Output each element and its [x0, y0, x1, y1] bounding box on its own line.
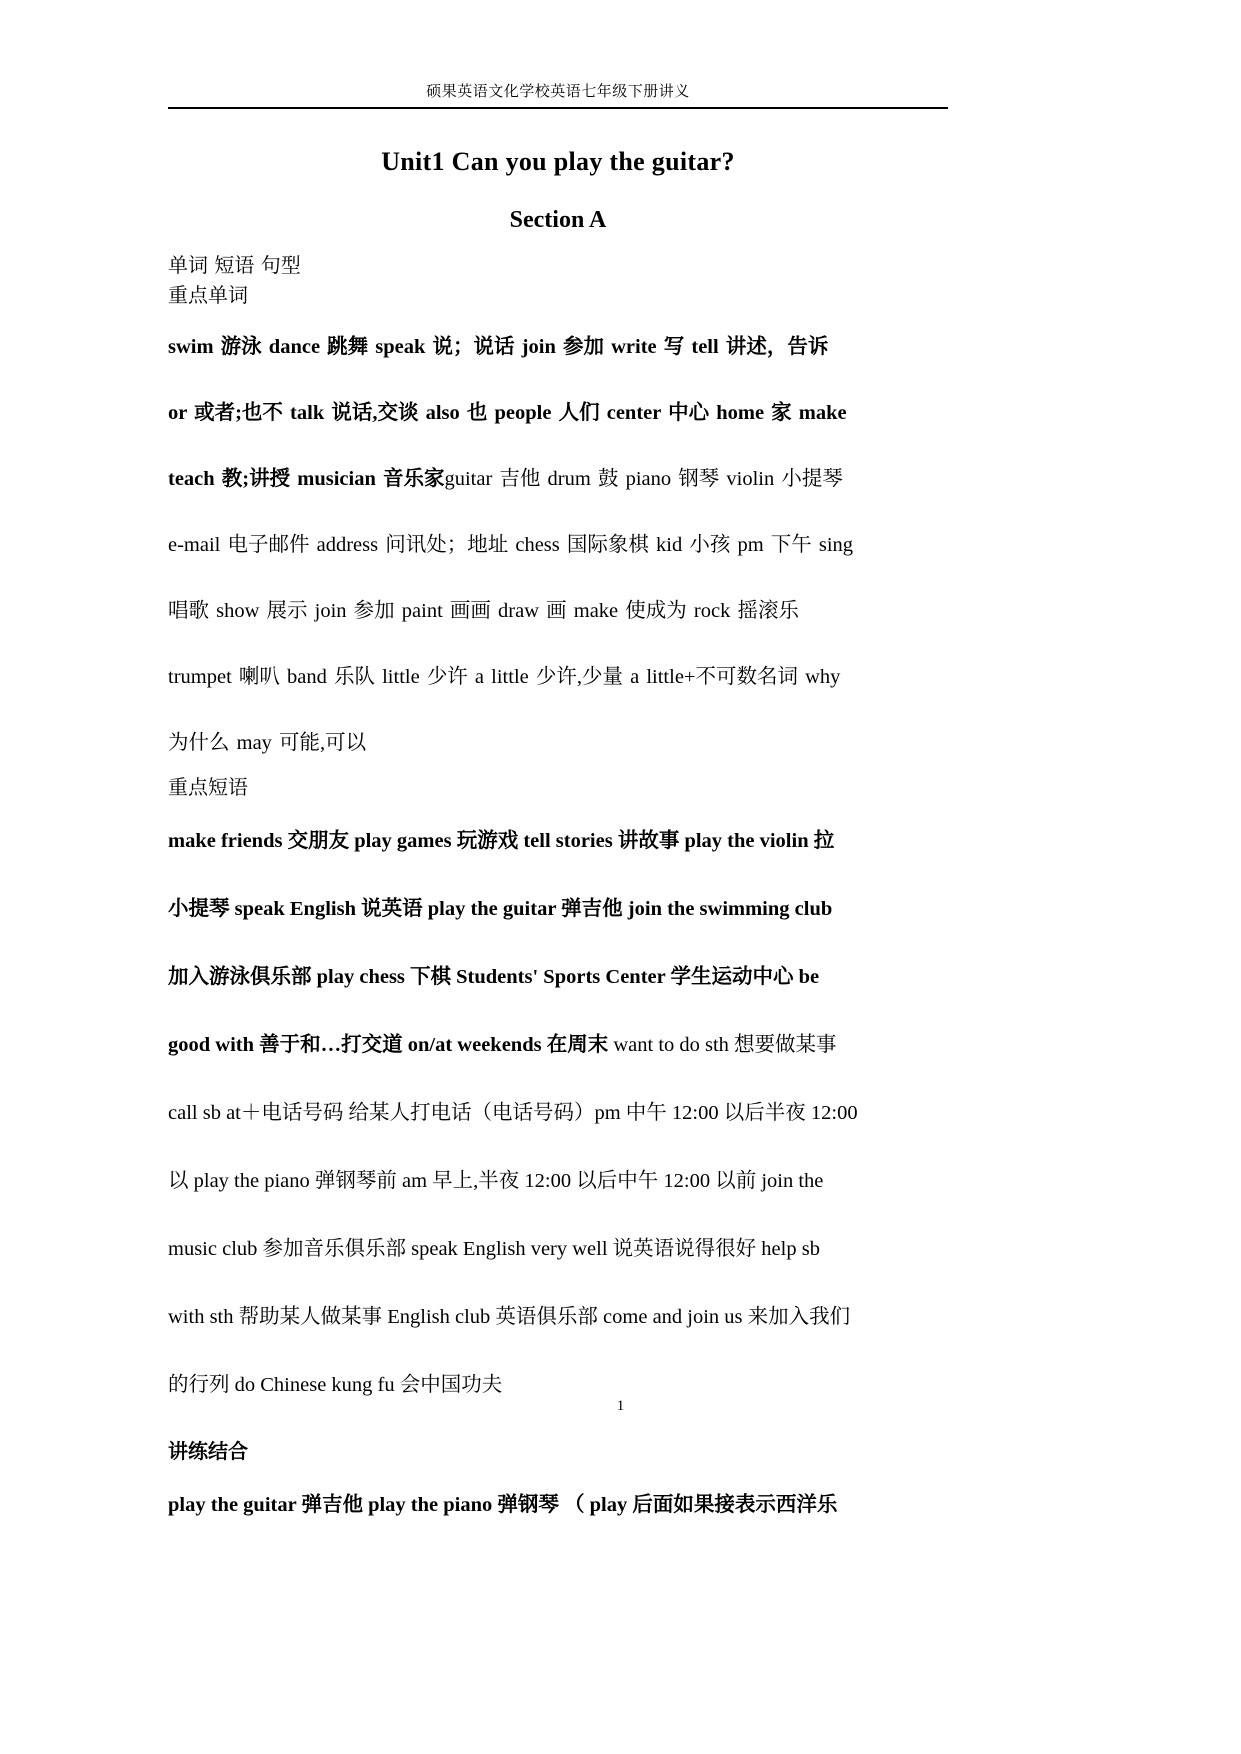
- overview-label: 单词 短语 句型: [168, 253, 301, 277]
- page-title: Unit1 Can you play the guitar?: [381, 147, 735, 176]
- practice-label: 讲练结合: [168, 1439, 248, 1463]
- key-words-block: [168, 318, 948, 772]
- page-number: 1: [616, 1398, 625, 1414]
- practice-line: play the guitar 弹吉他 play the piano 弹钢琴 （ play 后面如果接表示西洋乐: [168, 1494, 838, 1516]
- practice-block: [168, 1476, 948, 1534]
- phrase-line: make friends 交朋友 play games 玩游戏 tell stories 讲故事 play the violin 拉: [168, 830, 835, 852]
- key-phrases-block: [168, 812, 948, 1414]
- phrase-line: 以 play the piano 弹钢琴前 am 早上,半夜 12:00 以后中午 12:00 以前 join the: [168, 1170, 824, 1192]
- key-phrases-label: 重点短语: [168, 775, 248, 799]
- section-subtitle: Section A: [509, 207, 607, 233]
- page-header: 硕果英语文化学校英语七年级下册讲义: [168, 80, 948, 109]
- word-line: teach 教;讲授 musician 音乐家guitar 吉他 drum 鼓 piano 钢琴 violin 小提琴: [168, 468, 843, 490]
- phrase-line: good with 善于和…打交道 on/at weekends 在周末 want to do sth 想要做某事: [168, 1034, 837, 1056]
- phrase-line: music club 参加音乐俱乐部 speak English very well 说英语说得很好 help sb: [168, 1238, 820, 1260]
- word-line: 唱歌 show 展示 join 参加 paint 画画 draw 画 make 使成为 rock 摇滚乐: [168, 600, 799, 622]
- key-words-label: 重点单词: [168, 283, 248, 307]
- phrase-line: 加入游泳俱乐部 play chess 下棋 Students' Sports Center 学生运动中心 be: [168, 966, 820, 988]
- word-line: or 或者;也不 talk 说话,交谈 also 也 people 人们 center 中心 home 家 make: [168, 402, 847, 424]
- phrase-line: call sb at＋电话号码 给某人打电话（电话号码）pm 中午 12:00 以后半夜 12:00: [168, 1102, 858, 1124]
- word-line: e-mail 电子邮件 address 问讯处；地址 chess 国际象棋 kid 小孩 pm 下午 sing: [168, 534, 854, 556]
- phrase-line: 的行列 do Chinese kung fu 会中国功夫: [168, 1374, 503, 1396]
- phrase-line: with sth 帮助某人做某事 English club 英语俱乐部 come and join us 来加入我们: [168, 1306, 851, 1328]
- phrase-line: 小提琴 speak English 说英语 play the guitar 弹吉他 join the swimming club: [168, 898, 833, 920]
- page-content: [168, 80, 948, 1534]
- word-line: 为什么 may 可能,可以: [168, 732, 367, 754]
- word-line: trumpet 喇叭 band 乐队 little 少许 a little 少许,少量 a little+不可数名词 why: [168, 666, 841, 688]
- word-line: swim 游泳 dance 跳舞 speak 说；说话 join 参加 write 写 tell 讲述，告诉: [168, 336, 829, 358]
